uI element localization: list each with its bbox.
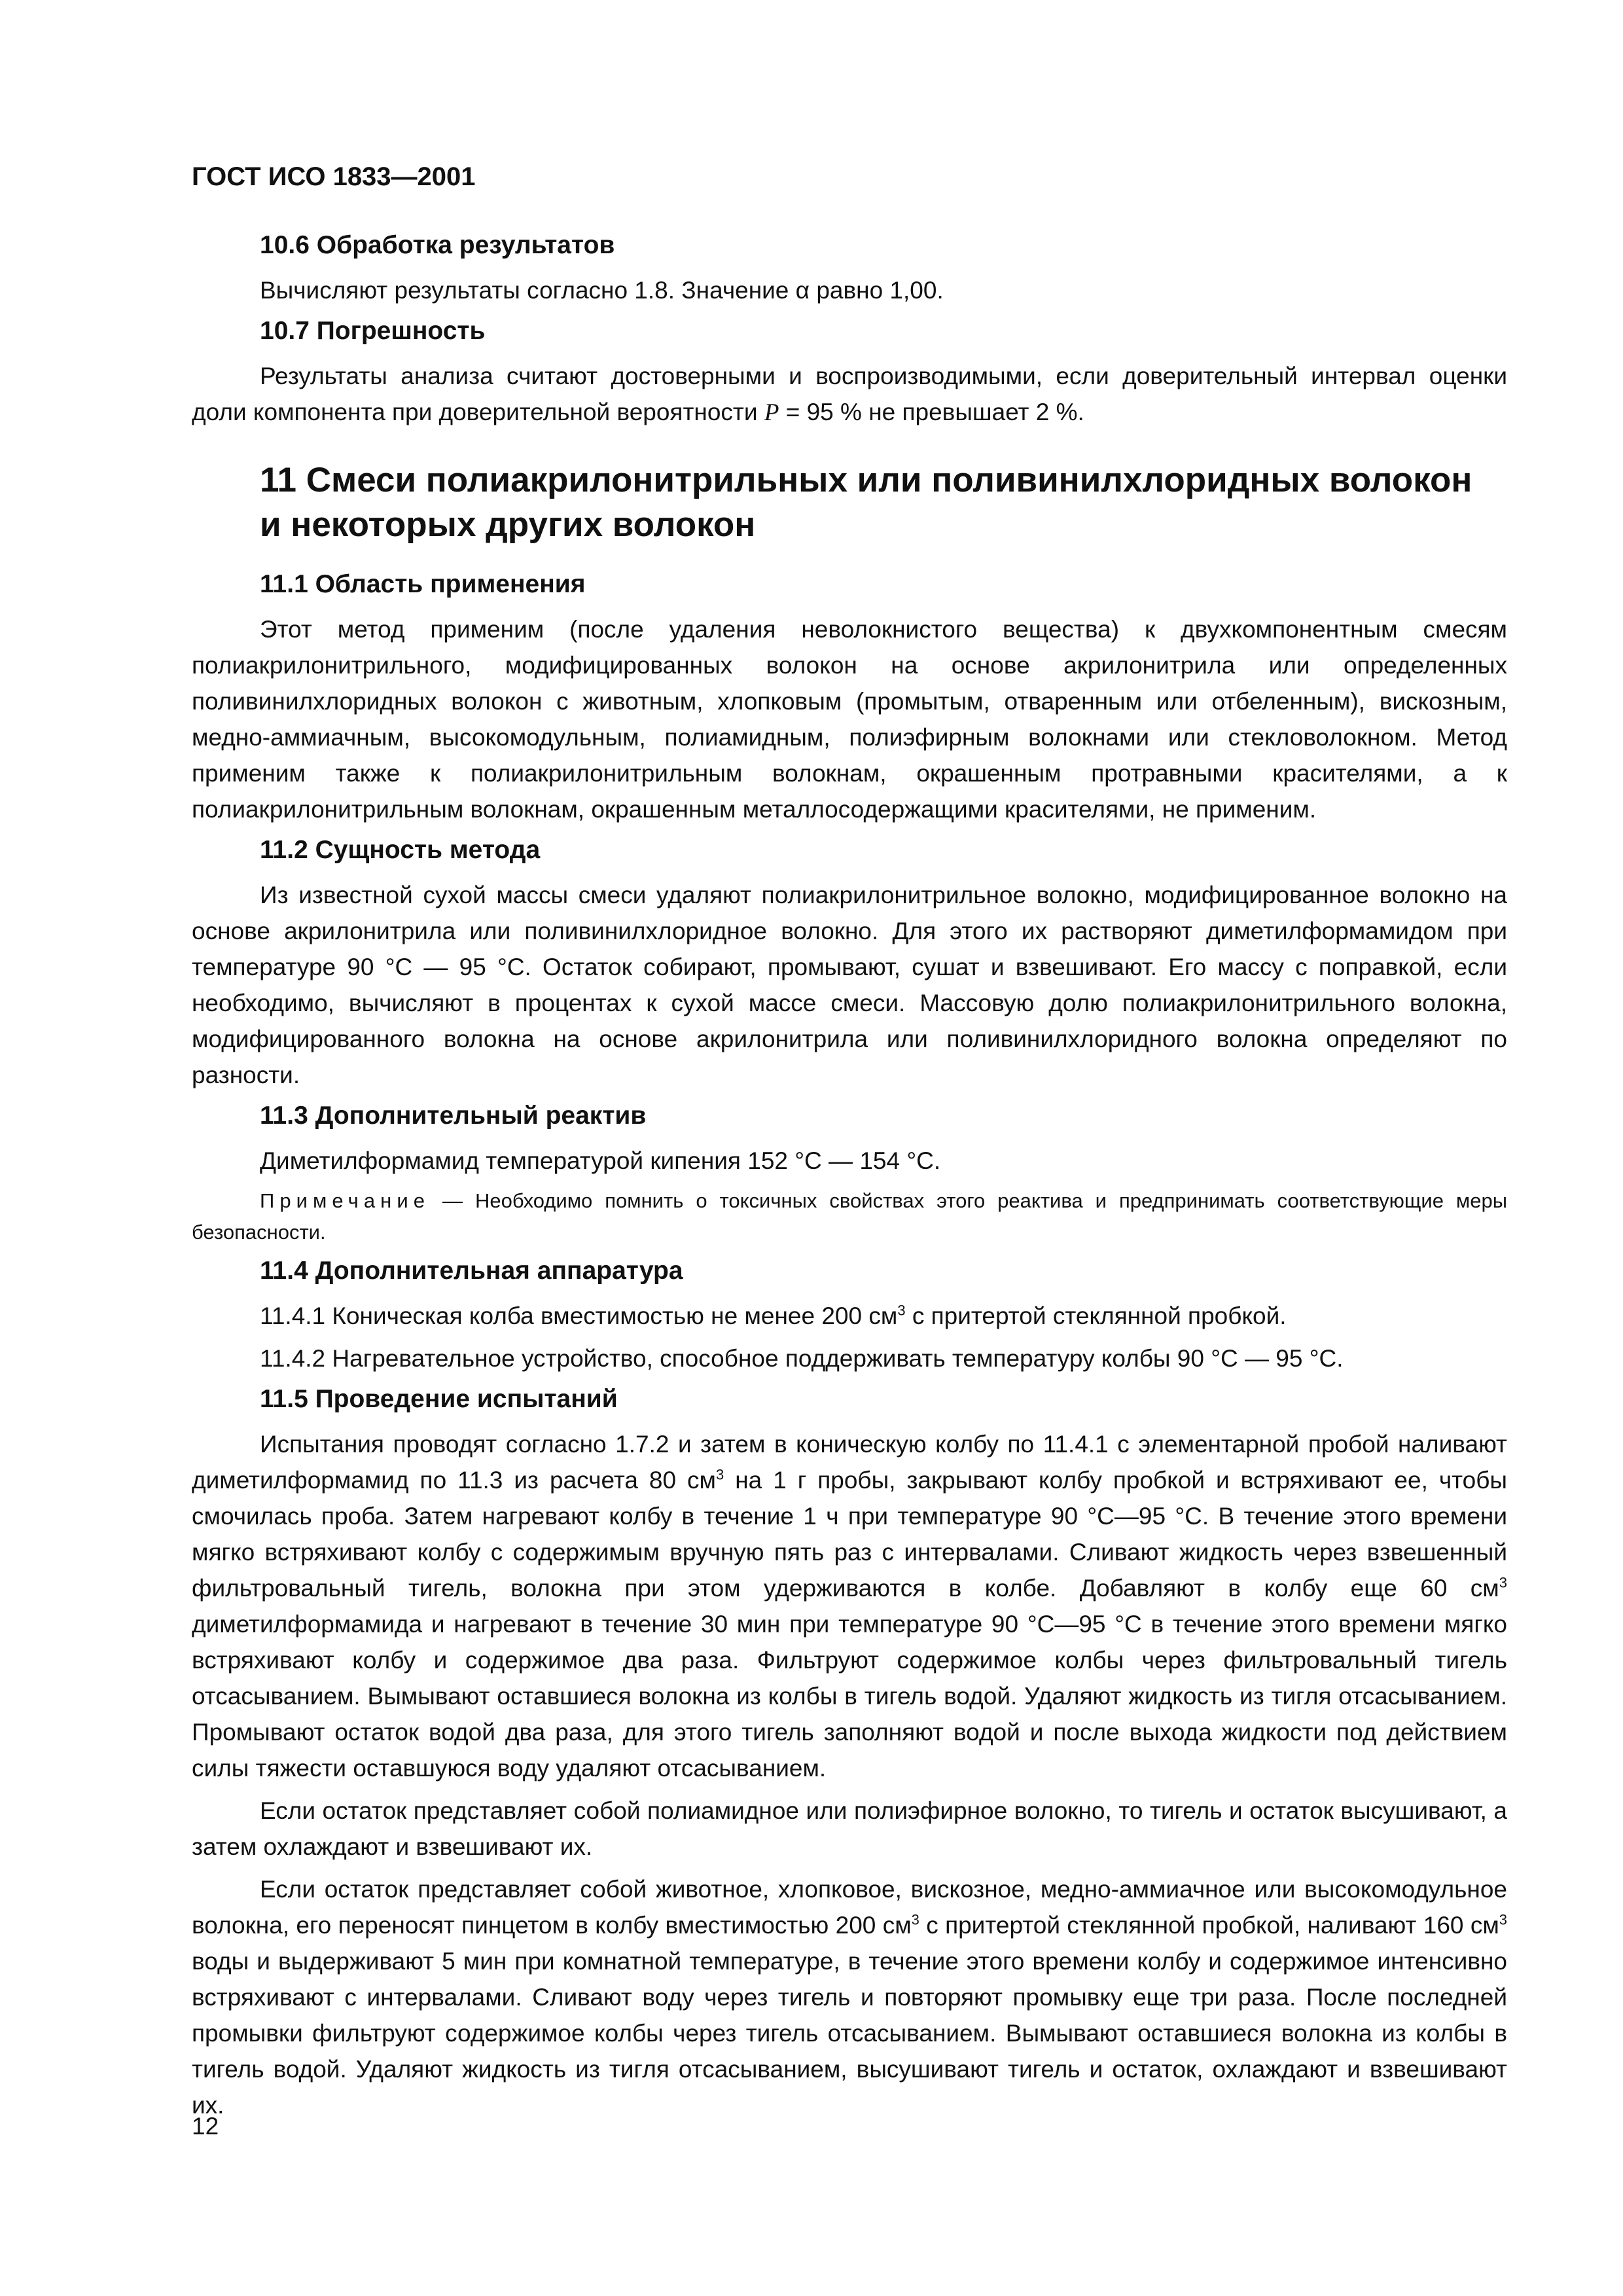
section-11-4-title: 11.4 Дополнительная аппаратура [260,1257,683,1285]
section-11-3-text: Диметилформамид температурой кипения 152 °С — 154 °С. [260,1147,941,1174]
section-11-5-para-3: Если остаток представляет собой животное, хлопковое, вискозное, медно-аммиачное или высокомодульное волокна, его переносят пинцетом в колбу вместимостью 200 $см^3$ с притертой стеклянной пробкой, наливают 160 $см^3$ воды и выдерживают 5 мин при комнатной температуре, в течение этого времени колбу и содержимое интенсивно встряхивают с интервалами. Сливают воду через тигель и повторяют промывку еще три раза. После последней промывки фильтруют содержимое колбы через тигель отсасыванием. Вымывают оставшиеся волокна из колбы в тигель водой. Удаляют жидкость из тигля отсасыванием, высушивают тигель и остаток, охлаждают и взвешивают их. [192,1876,1508,2119]
section-10-7-title: 10.7 Погрешность [260,317,486,345]
section-11-2-title: 11.2 Сущность метода [260,836,541,864]
section-10-7-text: Результаты анализа считают достоверными и воспроизводимыми, если доверительный интервал оценки доли компонента при доверительной вероятности P = 95 % не превышает 2 %. [192,363,1507,426]
section-11-1-title: 11.1 Область применения [260,570,586,598]
note-label: Примечание [260,1189,431,1212]
section-11-5-para-1: Испытания проводят согласно 1.7.2 и затем в коническую колбу по 11.4.1 с элементарной пробой наливают диметилформамид по 11.3 из расчета 80 $см^3$ на 1 г пробы, закрывают колбу пробкой и встряхивают ее, чтобы смочилась проба. Затем нагревают колбу в течение 1 ч при температуре 90 °С—95 °С. В течение этого времени мягко встряхивают колбу с содержимым вручную пять раз с интервалами. Сливают жидкость через взвешенный фильтровальный тигель, волокна при этом удерживаются в колбе. Добавляют в колбу еще 60 $см^3$ диметилформамида и нагревают в течение 30 мин при температуре 90 °С—95 °С в течение этого времени мягко встряхивают колбу и содержимое два раза. Фильтруют содержимое колбы через фильтровальный тигель отсасыванием. Вымывают оставшиеся волокна из колбы в тигель водой. Удаляют жидкость из тигля отсасыванием. Промывают остаток водой два раза, для этого тигель заполняют водой и после выхода жидкости под действием силы тяжести оставшуюся воду удаляют отсасыванием. [192,1431,1507,1782]
document-body [192,229,1507,2130]
section-11-3-title: 11.3 Дополнительный реактив [260,1102,647,1130]
section-11-2-text: Из известной сухой массы смеси удаляют полиакрилонитрильное волокно, модифицированное волокно на основе акрилонитрила или поливинилхлоридное волокно. Для этого их растворяют диметилформамидом при температуре 90 °С — 95 °С. Остаток собирают, промывают, сушат и взвешивают. Его массу с поправкой, если необходимо, вычисляют в процентах к сухой массе смеси. Массовую долю полиакрилонитрильного волокна, модифицированного волокна на основе акрилонитрила или поливинилхлоридного волокна определяют по разности. [192,882,1507,1088]
section-11-5-title: 11.5 Проведение испытаний [260,1385,618,1413]
section-11-1-text: Этот метод применим (после удаления неволокнистого вещества) к двухкомпонентным смесям полиакрилонитрильного, модифицированных волокон на основе акрилонитрила или определенных поливинилхлоридных волокон с животным, хлопковым (промытым, отваренным или отбеленным), вискозным, медно-аммиачным, высокомодульным, полиамидным, полиэфирным волокнами или стекловолокном. Метод применим также к полиакрилонитрильным волокнам, окрашенным протравными красителями, а к полиакрилонитрильным волокнам, окрашенным металлосодержащими красителями, не применим. [192,616,1507,823]
section-11-4-2-text: 11.4.2 Нагревательное устройство, способное поддерживать температуру колбы 90 °С — 95 °С. [260,1345,1344,1372]
section-11-4-1-text: 11.4.1 Коническая колба вместимостью не менее 200 $см^3$ с притертой стеклянной пробкой. [260,1302,1287,1329]
document-header: ГОСТ ИСО 1833—2001 [192,162,476,191]
section-11-5-para-2: Если остаток представляет собой полиамидное или полиэфирное волокно, то тигель и остаток высушивают, а затем охлаждают и взвешивают их. [192,1797,1507,1860]
section-11-3-note: Примечание — Необходимо помнить о токсичных свойствах этого реактива и предпринимать соответствующие меры безопасности. [192,1189,1507,1244]
section-11-title: 11 Смеси полиакрилонитрильных или поливинилхлоридных волокон и некоторых других волокон [260,461,1472,544]
section-10-6-text: Вычисляют результаты согласно 1.8. Значение α равно 1,00. [260,277,944,304]
probability-variable: P [764,399,779,426]
page-number: 12 [192,2113,219,2140]
section-10-6-title: 10.6 Обработка результатов [260,231,615,259]
